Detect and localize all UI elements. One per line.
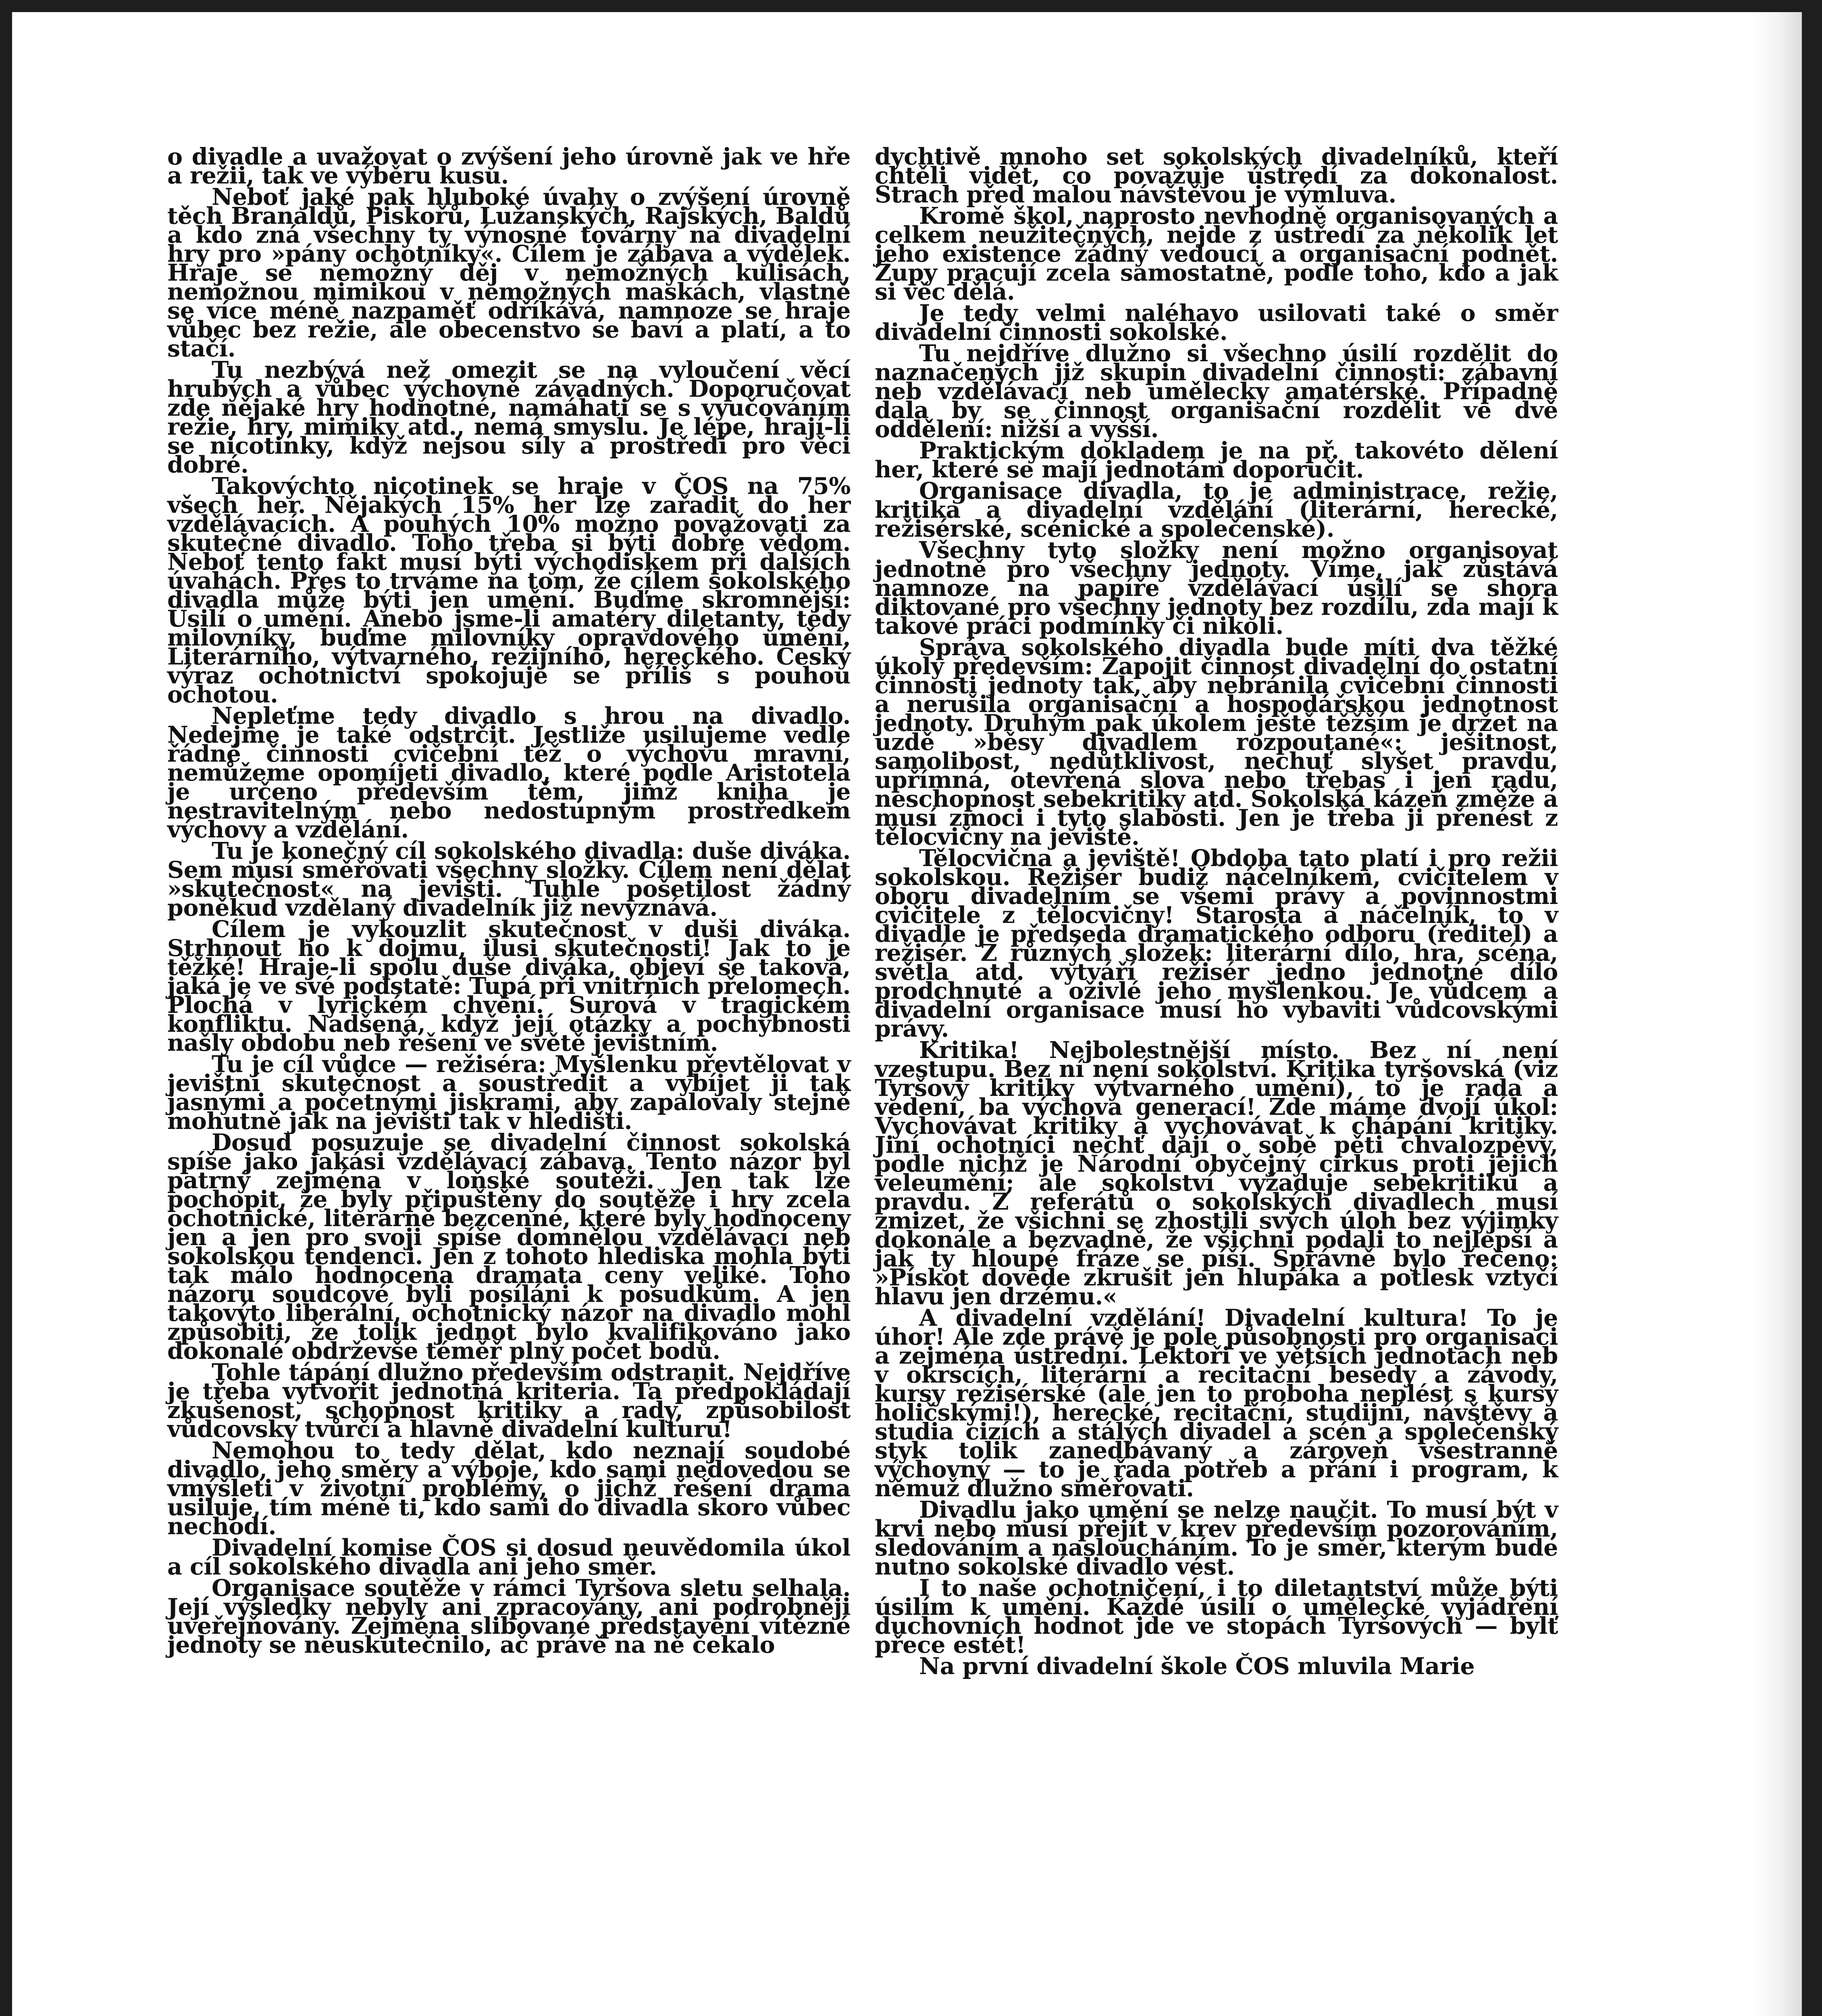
- paragraph: Všechny tyto složky není možno organisovat jednotně pro všechny jednoty. Víme, jak zůstává namnoze na papíře vzdělávací úsilí se shora diktované pro všechny jednoty bez rozdílu, zda mají k takové práci podmínky či nikoli.: [875, 537, 1558, 639]
- paragraph: I to naše ochotničení, i to diletantství může býti úsilím k umění. Každé úsilí o umělecké vyjádření duchovních hodnot jde ve stopách Tyršových — bylť přece estét!: [875, 1574, 1558, 1658]
- paragraph: Na první divadelní škole ČOS mluvila Marie: [919, 1653, 1475, 1680]
- paragraph: Nemohou to tedy dělat, kdo neznají soudobé divadlo, jeho směry a výboje, kdo sami nedovedou se vmýšleti v životní problémy, o jichž řešení drama usiluje, tím méně ti, kdo sami do divadla skoro vůbec nechodí.: [167, 1437, 851, 1540]
- paragraph: Takovýchto nicotinek se hraje v ČOS na 75% všech her. Nějakých 15% her lze zařadit do her vzdělávacích. A pouhých 10% možno považovati za skutečné divadlo. Toho třeba si býti dobře vědom. Neboť tento fakt musí býti východiskem při dalších úvahách. Přes to trváme na tom, že cílem sokolského divadla může býti jen umění. Buďme skromnější: Úsilí o umění. Anebo jsme-li amatéry diletanty, tedy milovníky, buďme milovníky opravdového umění. Literárního, výtvarného, režijního, hereckého. Český výraz ochotnictví spokojuje se příliš s pouhou ochotou.: [167, 473, 851, 708]
- paragraph: Praktickým dokladem je na př. takovéto dělení her, které se mají jednotám doporučit.: [875, 437, 1558, 483]
- paragraph: Tu je konečný cíl sokolského divadla: duše diváka. Sem musí směřovati všechny složky. Cílem není dělat »skutečnost« na jevišti. Tuhle pošetilost žádný poněkud vzdělaný divadelník již nevyznává.: [167, 837, 851, 921]
- paragraph: Neboť jaké pak hluboké úvahy o zvýšení úrovně těch Branaldů, Piskořů, Lužanských, Rajských, Baldů a kdo zná všechny ty výnosné továrny na divadelní hry pro »pány ochotníky«. Cílem je zábava a výdělek. Hraje se nemožný děj v nemožných kulisách, nemožnou mimikou v nemožných maskách, vlastně se více méně nazpaměť odříkává, namnoze se hraje vůbec bez režie, ale obecenstvo se baví a platí, a to stačí.: [167, 183, 851, 362]
- paragraph: Organisace divadla, to je administrace, režie, kritika a divadelní vzdělání (literární, herecké, režisérské, scénické a společenské).: [875, 477, 1558, 542]
- scan-border-right: [1802, 0, 1822, 2016]
- right-text-column: [875, 143, 1558, 1680]
- paragraph: A divadelní vzdělání! Divadelní kultura! To je úhor! Ale zde právě je pole působnosti pro organisaci a zejména ústřední. Lektoři ve větších jednotách neb v okrscích, literární a recitační besedy a závody, kursy režisérské (ale jen to proboha neplést s kursy holičskými!), herecké, recitační, studijní, návštěvy a studia cizích a stálých divadel a scén a společenský styk tolik zanedbávaný a zároveň všestranně výchovný — to je řada potřeb a přání i program, k němuž dlužno směřovati.: [875, 1304, 1558, 1502]
- left-text-column: [167, 143, 851, 1658]
- paragraph: Divadelní komise ČOS si dosud neuvědomila úkol a cíl sokolského divadla ani jeho směr.: [167, 1534, 851, 1580]
- scan-border-top: [0, 0, 1822, 12]
- paragraph: Divadlu jako umění se nelze naučit. To musí být v krvi nebo musí přejít v krev především pozorováním, sledováním a nasloucháním. To je směr, kterým bude nutno sokolské divadlo vést.: [875, 1496, 1558, 1580]
- paragraph: Kritika! Nejbolestnější místo. Bez ní není vzestupu. Bez ní není sokolství. Kritika tyršovská (viz Tyršovy kritiky výtvarného umění), to je rada a vedení, ba výchova generací! Zde máme dvojí úkol: Vychovávat kritiky a vychovávat k chápání kritiky. Jiní ochotníci nechť dají o sobě pěti chvalozpěvy, podle nichž je Národní obyčejný cirkus proti jejich veleumění; ale sokolství vyžaduje sebekritiku a pravdu. Z referátů o sokolských divadlech musí zmizet, že všichni se zhostili svých úloh bez výjimky dokonale a bezvadně, že všichni podali to nejlepší a jak ty hloupé fráze se píší. Správně bylo řečeno: »Pískot dovede zkrušit jen hlupáka a potlesk vztyčí hlavu jen drzému.«: [875, 1037, 1558, 1310]
- paragraph: Tu je cíl vůdce — režiséra: Myšlenku převtělovat v jevištní skutečnost a soustředit a vybíjet ji tak jasnými a početnými jiskrami, aby zapalovaly stejně mohutně jak na jevišti tak v hledišti.: [167, 1051, 851, 1135]
- paragraph: Tohle tápání dlužno především odstranit. Nejdříve je třeba vytvořit jednotná kriteria. Ta předpokládají zkušenost, schopnost kritiky a rady, způsobilost vůdcovsky tvůrčí a hlavně divadelní kulturu!: [167, 1359, 851, 1443]
- paragraph: dychtivě mnoho set sokolských divadelníků, kteří chtěli vidět, co považuje ústředí za dokonalost. Strach před malou návštěvou je výmluva.: [875, 143, 1558, 208]
- paragraph: Cílem je vykouzlit skutečnost v duši diváka. Strhnout ho k dojmu, ilusi skutečnosti! Jak to je těžké! Hraje-li spolu duše diváka, objeví se taková, jaká je ve své podstatě: Tupá při vnitřních přelomech. Plochá v lyrickém chvění. Surová v tragickém konfliktu. Nadšená, když její otázky a pochybnosti našly obdobu neb řešení ve světě jevištním.: [167, 916, 851, 1056]
- paragraph: Dosud posuzuje se divadelní činnost sokolská spíše jako jakási vzdělávací zábava. Tento názor byl patrný zejména v loňské soutěži. Jen tak lze pochopit, že byly připuštěny do soutěže i hry zcela ochotnické, literárně bezcenné, které byly hodnoceny jen a jen pro svoji spíše domnělou vzdělávací neb sokolskou tendenci. Jen z tohoto hlediska mohla býti tak málo hodnocena dramata ceny veliké. Toho názoru soudcové byli posíláni k posudkům. A jen takovýto liberální, ochotnický názor na divadlo mohl způsobiti, že tolik jednot bylo kvalifikováno jako dokonalé obdrževše téměř plný počet bodů.: [167, 1129, 851, 1364]
- paragraph: Tu nezbývá než omezit se na vyloučení věcí hrubých a vůbec výchovně závadných. Doporučovat zde nějaké hry hodnotné, namáhati se s vyučováním režie, hry, mimiky atd., nemá smyslu. Je lépe, hrají-li se nicotinky, když nejsou síly a prostředí pro věci dobré.: [167, 356, 851, 478]
- paragraph: Tu nejdříve dlužno si všechno úsilí rozdělit do naznačených již skupin divadelní činnosti: zábavní neb vzdělávací neb umělecky amatérské. Případně dala by se činnost organisační rozdělit ve dvě oddělení: nižší a vyšší.: [875, 340, 1558, 443]
- scan-border-left: [0, 0, 12, 2016]
- paragraph: Tělocvična a jeviště! Obdoba tato platí i pro režii sokolskou. Režisér budiž náčelníkem, cvičitelem v oboru divadelním se všemi právy a povinnostmi cvičitele z tělocvičny! Starosta a náčelník, to v divadle je předseda dramatického odboru (ředitel) a režisér. Z různých složek: literární dílo, hra, scéna, světla atd. vytváří režisér jedno jednotné dílo prodchnuté a oživlé jeho myšlenkou. Je vůdcem a divadelní organisace musí ho vybaviti vůdcovskými právy.: [875, 845, 1558, 1042]
- paragraph: Organisace soutěže v rámci Tyršova sletu selhala. Její výsledky nebyly ani zpracovány, ani podrobněji uveřejňovány. Zejména slibované představení vítězné jednoty se neuskutečnilo, ač právě na ně čekalo: [167, 1574, 851, 1658]
- paragraph: Kromě škol, naprosto nevhodně organisovaných a celkem neužitečných, nejde z ústředí za několik let jeho existence žádný vedoucí a organisační podnět. Župy pracují zcela samostatně, podle toho, kdo a jak si věc dělá.: [875, 202, 1558, 305]
- paragraph: Správa sokolského divadla bude míti dva těžké úkoly především: Zapojit činnost divadelní do ostatní činnosti jednoty tak, aby nebránila cvičební činnosti a nerušila organisační a hospodářskou jednotnost jednoty. Druhým pak úkolem ještě těžším je držet na uzdě »běsy divadlem rozpoutané«: ješitnost, samolibost, nedůtklivost, nechuť slyšet pravdu, upřímná, otevřená slova nebo třebas i jen radu, neschopnost sebekritiky atd. Sokolská kázeň změže a musí zmoci i tyto slabosti. Jen je třeba ji přenést z tělocvičny na jeviště.: [875, 634, 1558, 850]
- page-gutter-shadow: [1753, 12, 1802, 2016]
- paragraph: Nepleťme tedy divadlo s hrou na divadlo. Nedejme je také odstrčit. Jestliže usilujeme vedle řádné činnosti cvičební též o výchovu mravní, nemůžeme opomíjeti divadlo, které podle Aristotela je určeno především těm, jimž kniha je nestravitelným nebo nedostupným prostředkem výchovy a vzdělání.: [167, 702, 851, 843]
- paragraph: o divadle a uvažovat o zvýšení jeho úrovně jak ve hře a režii, tak ve výběru kusu.: [167, 143, 851, 189]
- paragraph: Je tedy velmi naléhavo usilovati také o směr divadelní činnosti sokolské.: [875, 300, 1558, 346]
